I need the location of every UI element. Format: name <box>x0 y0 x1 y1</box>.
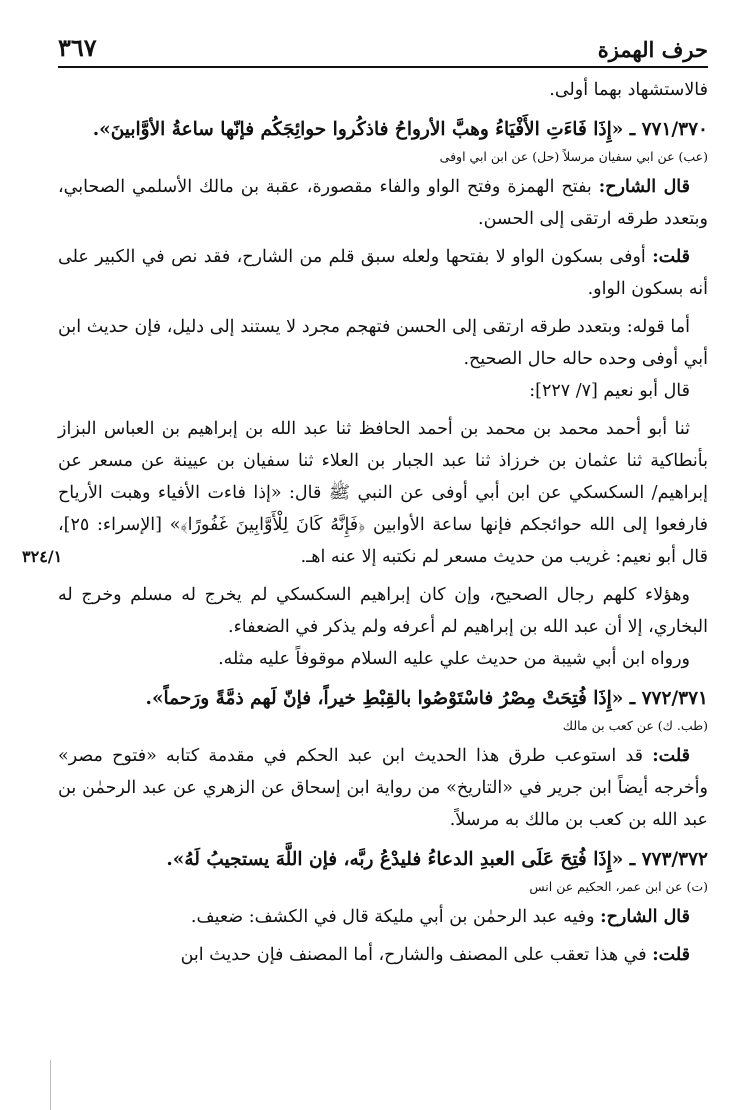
document-page <box>22 20 708 1080</box>
response-paragraph: قلت: أوفى بسكون الواو لا بفتحها ولعله سبق قلم من الشارح، فقد نص في الكبير على أنه بسكون الواو. <box>58 247 708 299</box>
page-header <box>58 20 708 68</box>
response-paragraph: قلت: في هذا تعقب على المصنف والشارح، أما المصنف فإن حديث ابن <box>180 945 690 965</box>
response-paragraph: قلت: قد استوعب طرق هذا الحديث ابن عبد الحكم في مقدمة كتابه «فتوح مصر» وأخرجه أيضاً ابن جرير في «التاريخ» من رواية ابن إسحاق عن الزهري عن عبد الرحمٰن بن عبد الله بن كعب بن مالك به مرسلاً. <box>58 746 708 830</box>
hadith-370: ٧٧١/٣٧٠ ـ «إِذَا فَاءَتِ الأَفْيَاءُ وهبَّ الأرواحُ فاذكُروا حوائِجَكُم فإنّها ساعةُ الأوَّابينَ». <box>92 119 708 140</box>
page-content <box>22 68 708 971</box>
response-label: قلت: <box>652 746 690 766</box>
response-label: قلت: <box>652 247 690 267</box>
hadith-371: ٧٧٢/٣٧١ ـ «إِذَا فُتِحَتْ مِصْرُ فاسْتَوْصُوا بالقِبْطِ خيراً، فإنّ لَهم ذمَّةً ورَحماً». <box>145 688 708 709</box>
response-label: قلت: <box>652 945 690 965</box>
commentary-paragraph: قال الشارح: وفيه عبد الرحمٰن بن أبي مليكة قال في الكشف: ضعيف. <box>190 907 690 927</box>
margin-page-reference: ٣٢٤/١ <box>22 547 63 566</box>
paragraph: وهؤلاء كلهم رجال الصحيح، وإن كان إبراهيم السكسكي لم يخرج له مسلم وخرج له البخاري، إلا أن عبد الله بن إبراهيم لم أعرفه ولم يذكر في الضعفاء. <box>58 585 708 637</box>
paragraph: أما قوله: وبتعدد طرقه ارتقى إلى الحسن فتهجم مجرد لا يستند إلى دليل، فإن حديث ابن أبي أوفى وحده حاله حال الصحيح. <box>58 317 708 369</box>
page-number: ٣٦٧ <box>58 33 97 62</box>
hadith-source: (عب) عن ابي سفيان مرسلاً (حل) عن ابن ابي اوفى <box>439 149 708 164</box>
commentary-paragraph: قال الشارح: بفتح الهمزة وفتح الواو والفاء مقصورة، عقبة بن مالك الأسلمي الصحابي، وبتعدد طرقه ارتقى إلى الحسن. <box>58 177 708 229</box>
hadith-source: (ت) عن ابن عمر، الحكيم عن انس <box>529 879 708 894</box>
paragraph: فالاستشهاد بهما أولى. <box>549 80 708 100</box>
isnad-paragraph: ثنا أبو أحمد محمد بن محمد بن أحمد الحافظ ثنا عبد الله بن إبراهيم بن العباس البزاز بأنطاكية ثنا عثمان بن خرزاذ ثنا عبد الجبار بن العلاء ثنا سفيان بن عيينة عن مسعر عن إبراهيم/ السكسكي عن ابن أبي أوفى عن النبي ﷺ قال: «إذا فاءت الأفياء وهبت الأرياح فارفعوا إلى الله حوائجكم فإنها ساعة الأوابين ﴿فَإِنَّهُ كَانَ لِلْأَوَّابِينَ غَفُورًا﴾» [الإسراء: ٢٥]، قال أبو نعيم: غريب من حديث مسعر لم نكتبه إلا عنه اهـ. ٣٢٤/١ <box>58 413 708 573</box>
paragraph: ورواه ابن أبي شيبة من حديث علي عليه السلام موقوفاً عليه مثله. <box>218 649 690 669</box>
paragraph: قال أبو نعيم [٧/ ٢٢٧]: <box>529 381 690 401</box>
margin-rule <box>50 1060 51 1110</box>
hadith-source: (طب. ك) عن كعب بن مالك <box>562 718 708 733</box>
hadith-372: ٧٧٣/٣٧٢ ـ «إِذَا فُتِحَ عَلَى العبدِ الدعاءُ فليدْعُ ربَّه، فإن اللَّهَ يستجيبُ لَهُ». <box>166 849 708 870</box>
commentator-label: قال الشارح: <box>600 907 690 927</box>
commentator-label: قال الشارح: <box>598 177 690 197</box>
running-title: حرف الهمزة <box>597 37 708 62</box>
